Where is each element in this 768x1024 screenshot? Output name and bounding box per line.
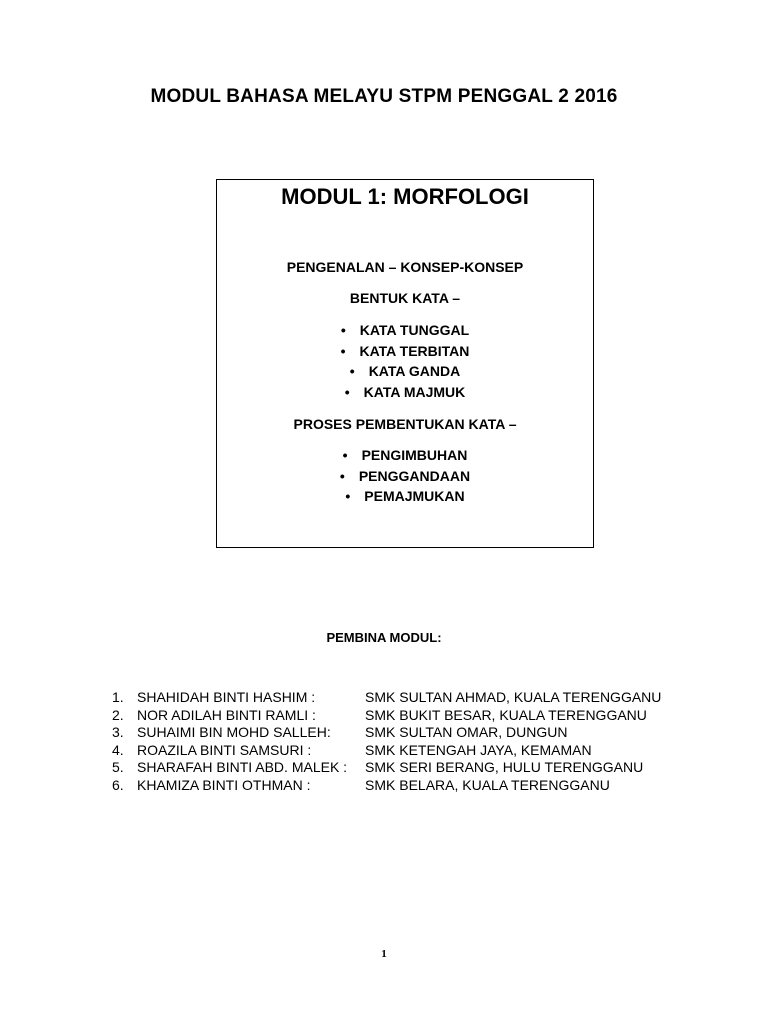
author-row <box>112 777 712 795</box>
author-row <box>112 707 712 725</box>
author-number: 2. <box>112 706 124 723</box>
author-name: ROAZILA BINTI SAMSURI : <box>137 741 312 758</box>
module-title: MODUL 1: MORFOLOGI <box>281 184 529 209</box>
author-name: SUHAIMI BIN MOHD SALLEH: <box>137 724 331 741</box>
author-name: KHAMIZA BINTI OTHMAN : <box>137 776 311 793</box>
author-school: SMK BELARA, KUALA TERENGGANU <box>365 776 610 793</box>
bullet-item-label: KATA GANDA <box>368 363 461 379</box>
bullet-item <box>217 384 593 400</box>
bullet-icon: • <box>342 447 348 463</box>
author-school: SMK KETENGAH JAYA, KEMAMAN <box>365 741 592 758</box>
author-list <box>112 689 712 795</box>
bullet-icon: • <box>339 468 345 484</box>
bullet-item-label: PEMAJMUKAN <box>364 488 465 504</box>
author-row <box>112 742 712 760</box>
bullet-item <box>217 322 593 338</box>
author-name: SHARAFAH BINTI ABD. MALEK : <box>137 759 348 776</box>
bullet-item-label: KATA TUNGGAL <box>359 322 470 338</box>
document-title: MODUL BAHASA MELAYU STPM PENGGAL 2 2016 <box>150 86 618 107</box>
module-box <box>216 179 594 548</box>
author-number: 3. <box>112 724 124 741</box>
bullet-item-label: PENGIMBUHAN <box>361 447 468 463</box>
bullet-icon: • <box>345 488 351 504</box>
author-name: NOR ADILAH BINTI RAMLI : <box>137 706 316 723</box>
page-number: 1 <box>381 948 387 960</box>
bullet-icon: • <box>349 363 355 379</box>
bullet-item-label: PENGGANDAAN <box>358 468 471 484</box>
bullet-icon: • <box>344 384 350 400</box>
author-row <box>112 724 712 742</box>
section-heading-bentuk-kata: BENTUK KATA – <box>349 290 461 306</box>
author-name: SHAHIDAH BINTI HASHIM : <box>137 689 316 705</box>
bullet-icon: • <box>340 343 346 359</box>
authors-heading: PEMBINA MODUL: <box>326 630 442 645</box>
bullet-item <box>217 343 593 359</box>
author-row <box>112 759 712 777</box>
author-number: 6. <box>112 776 124 793</box>
bullet-icon: • <box>340 322 346 338</box>
intro-heading: PENGENALAN – KONSEP-KONSEP <box>286 259 524 275</box>
author-number: 4. <box>112 741 124 758</box>
section-heading-proses: PROSES PEMBENTUKAN KATA – <box>293 416 517 432</box>
author-school: SMK SERI BERANG, HULU TERENGGANU <box>365 759 644 776</box>
author-school: SMK SULTAN AHMAD, KUALA TERENGGANU <box>365 689 662 705</box>
author-number: 1. <box>112 689 124 705</box>
bullet-item <box>217 488 593 504</box>
bullet-item <box>217 447 593 463</box>
author-school: SMK BUKIT BESAR, KUALA TERENGGANU <box>365 706 647 723</box>
author-school: SMK SULTAN OMAR, DUNGUN <box>365 724 568 741</box>
bullet-item <box>217 363 593 379</box>
bullet-item-label: KATA TERBITAN <box>359 343 470 359</box>
bullet-item-label: KATA MAJMUK <box>363 384 466 400</box>
author-number: 5. <box>112 759 124 776</box>
author-row <box>112 689 712 707</box>
bullet-item <box>217 468 593 484</box>
